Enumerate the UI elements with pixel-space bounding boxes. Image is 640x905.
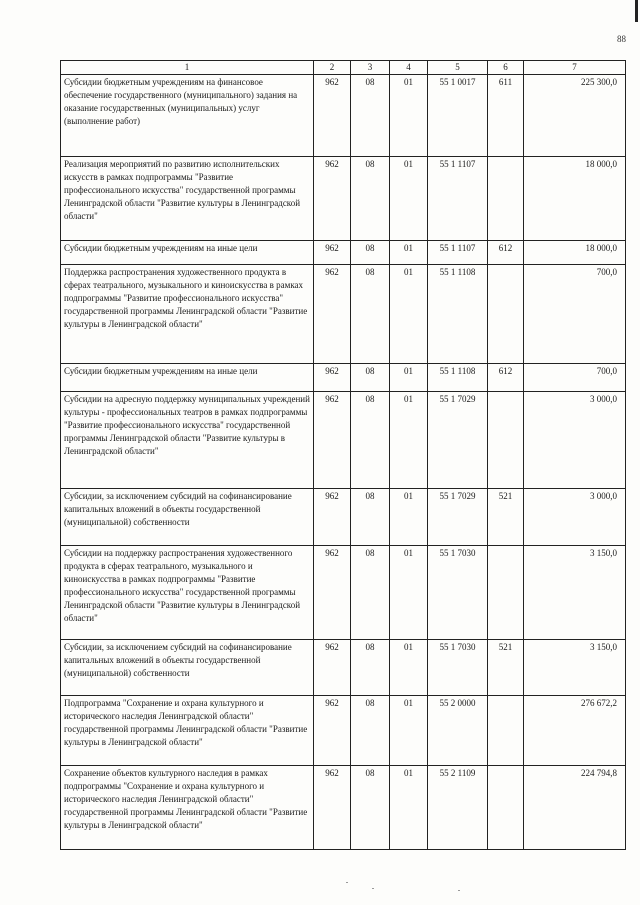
- row-admin-code: 962: [314, 392, 351, 489]
- row-target-code: 55 1 7030: [428, 640, 488, 696]
- table-row: [61, 766, 626, 850]
- row-target-code: 55 1 1108: [428, 364, 488, 392]
- row-section: 08: [351, 241, 390, 265]
- row-admin-code: 962: [314, 364, 351, 392]
- row-name: Субсидии на поддержку распространения художественного продукта в сферах театрального, музыкального и киноискусства в рамках подпрограммы "Развитие профессионального искусства" государственной программы Ленинградской области "Развитие культуры в Ленинградской области": [61, 546, 314, 640]
- row-name: Субсидии, за исключением субсидий на софинансирование капитальных вложений в объекты государственной (муниципальной) собственности: [61, 489, 314, 546]
- table-row: [61, 75, 626, 157]
- row-expense-type: 521: [488, 640, 524, 696]
- table-row: [61, 489, 626, 546]
- page-number: 88: [617, 34, 626, 44]
- row-expense-type: 611: [488, 75, 524, 157]
- row-subsection: 01: [390, 640, 428, 696]
- row-subsection: 01: [390, 364, 428, 392]
- row-subsection: 01: [390, 766, 428, 850]
- row-expense-type: 612: [488, 364, 524, 392]
- header-cell: 7: [524, 61, 626, 75]
- row-target-code: 55 1 1107: [428, 157, 488, 241]
- row-subsection: 01: [390, 157, 428, 241]
- row-name: Субсидии бюджетным учреждениям на иные цели: [61, 364, 314, 392]
- row-admin-code: 962: [314, 265, 351, 364]
- row-name: Реализация мероприятий по развитию исполнительских искусств в рамках подпрограммы "Развитие профессионального искусства" государственной программы Ленинградской области "Развитие культуры в Ленинградской области": [61, 157, 314, 241]
- row-amount: 700,0: [524, 265, 626, 364]
- row-target-code: 55 2 1109: [428, 766, 488, 850]
- scan-speck: [372, 888, 374, 889]
- row-target-code: 55 2 0000: [428, 696, 488, 766]
- row-admin-code: 962: [314, 640, 351, 696]
- row-subsection: 01: [390, 392, 428, 489]
- header-cell: 2: [314, 61, 351, 75]
- row-amount: 276 672,2: [524, 696, 626, 766]
- row-section: 08: [351, 75, 390, 157]
- row-section: 08: [351, 265, 390, 364]
- row-subsection: 01: [390, 489, 428, 546]
- table-row: [61, 640, 626, 696]
- header-row: [61, 61, 626, 75]
- scan-speck: [346, 882, 348, 883]
- row-section: 08: [351, 392, 390, 489]
- row-amount: 18 000,0: [524, 157, 626, 241]
- row-expense-type: [488, 546, 524, 640]
- table-row: [61, 265, 626, 364]
- row-admin-code: 962: [314, 241, 351, 265]
- row-name: Субсидии бюджетным учреждениям на иные цели: [61, 241, 314, 265]
- row-admin-code: 962: [314, 157, 351, 241]
- row-expense-type: [488, 766, 524, 850]
- table-row: [61, 546, 626, 640]
- row-amount: 224 794,8: [524, 766, 626, 850]
- row-section: 08: [351, 157, 390, 241]
- row-target-code: 55 1 7029: [428, 392, 488, 489]
- row-target-code: 55 1 7029: [428, 489, 488, 546]
- row-section: 08: [351, 546, 390, 640]
- row-section: 08: [351, 364, 390, 392]
- row-section: 08: [351, 489, 390, 546]
- row-amount: 3 000,0: [524, 489, 626, 546]
- table-row: [61, 364, 626, 392]
- row-expense-type: [488, 265, 524, 364]
- row-amount: 700,0: [524, 364, 626, 392]
- row-subsection: 01: [390, 696, 428, 766]
- header-cell: 1: [61, 61, 314, 75]
- row-name: Подпрограмма "Сохранение и охрана культурного и исторического наследия Ленинградской области" государственной программы Ленинградской области "Развитие культуры в Ленинградской области": [61, 696, 314, 766]
- row-subsection: 01: [390, 546, 428, 640]
- row-subsection: 01: [390, 75, 428, 157]
- scan-edge-mark: [635, 0, 638, 22]
- header-cell: 4: [390, 61, 428, 75]
- row-amount: 225 300,0: [524, 75, 626, 157]
- table-row: [61, 696, 626, 766]
- row-section: 08: [351, 766, 390, 850]
- row-section: 08: [351, 640, 390, 696]
- row-name: Поддержка распространения художественного продукта в сферах театрального, музыкального и киноискусства в рамках подпрограммы "Развитие профессионального искусства" государственной программы Ленинградской области "Развитие культуры в Ленинградской области": [61, 265, 314, 364]
- scan-speck: [458, 890, 460, 891]
- header-cell: 5: [428, 61, 488, 75]
- row-admin-code: 962: [314, 489, 351, 546]
- table-row: [61, 157, 626, 241]
- header-cell: 6: [488, 61, 524, 75]
- row-expense-type: 612: [488, 241, 524, 265]
- row-name: Субсидии, за исключением субсидий на софинансирование капитальных вложений в объекты государственной (муниципальной) собственности: [61, 640, 314, 696]
- row-name: Субсидии бюджетным учреждениям на финансовое обеспечение государственного (муниципального) задания на оказание государственных (муниципальных) услуг (выполнение работ): [61, 75, 314, 157]
- table-row: [61, 392, 626, 489]
- row-amount: 3 000,0: [524, 392, 626, 489]
- row-subsection: 01: [390, 265, 428, 364]
- row-expense-type: [488, 157, 524, 241]
- row-expense-type: [488, 392, 524, 489]
- row-name: Субсидии на адресную поддержку муниципальных учреждений культуры - профессиональных театров в рамках подпрограммы "Развитие профессионального искусства" государственной программы Ленинградской области "Развитие культуры в Ленинградской области": [61, 392, 314, 489]
- row-name: Сохранение объектов культурного наследия в рамках подпрограммы "Сохранение и охрана культурного и исторического наследия Ленинградской области" государственной программы Ленинградской области "Развитие культуры в Ленинградской области": [61, 766, 314, 850]
- row-admin-code: 962: [314, 546, 351, 640]
- row-admin-code: 962: [314, 75, 351, 157]
- row-target-code: 55 1 1107: [428, 241, 488, 265]
- row-target-code: 55 1 1108: [428, 265, 488, 364]
- row-target-code: 55 1 0017: [428, 75, 488, 157]
- row-amount: 3 150,0: [524, 546, 626, 640]
- row-amount: 18 000,0: [524, 241, 626, 265]
- row-target-code: 55 1 7030: [428, 546, 488, 640]
- row-subsection: 01: [390, 241, 428, 265]
- header-cell: 3: [351, 61, 390, 75]
- row-admin-code: 962: [314, 696, 351, 766]
- budget-table: [60, 60, 626, 850]
- row-section: 08: [351, 696, 390, 766]
- row-admin-code: 962: [314, 766, 351, 850]
- row-expense-type: 521: [488, 489, 524, 546]
- row-expense-type: [488, 696, 524, 766]
- row-amount: 3 150,0: [524, 640, 626, 696]
- table-row: [61, 241, 626, 265]
